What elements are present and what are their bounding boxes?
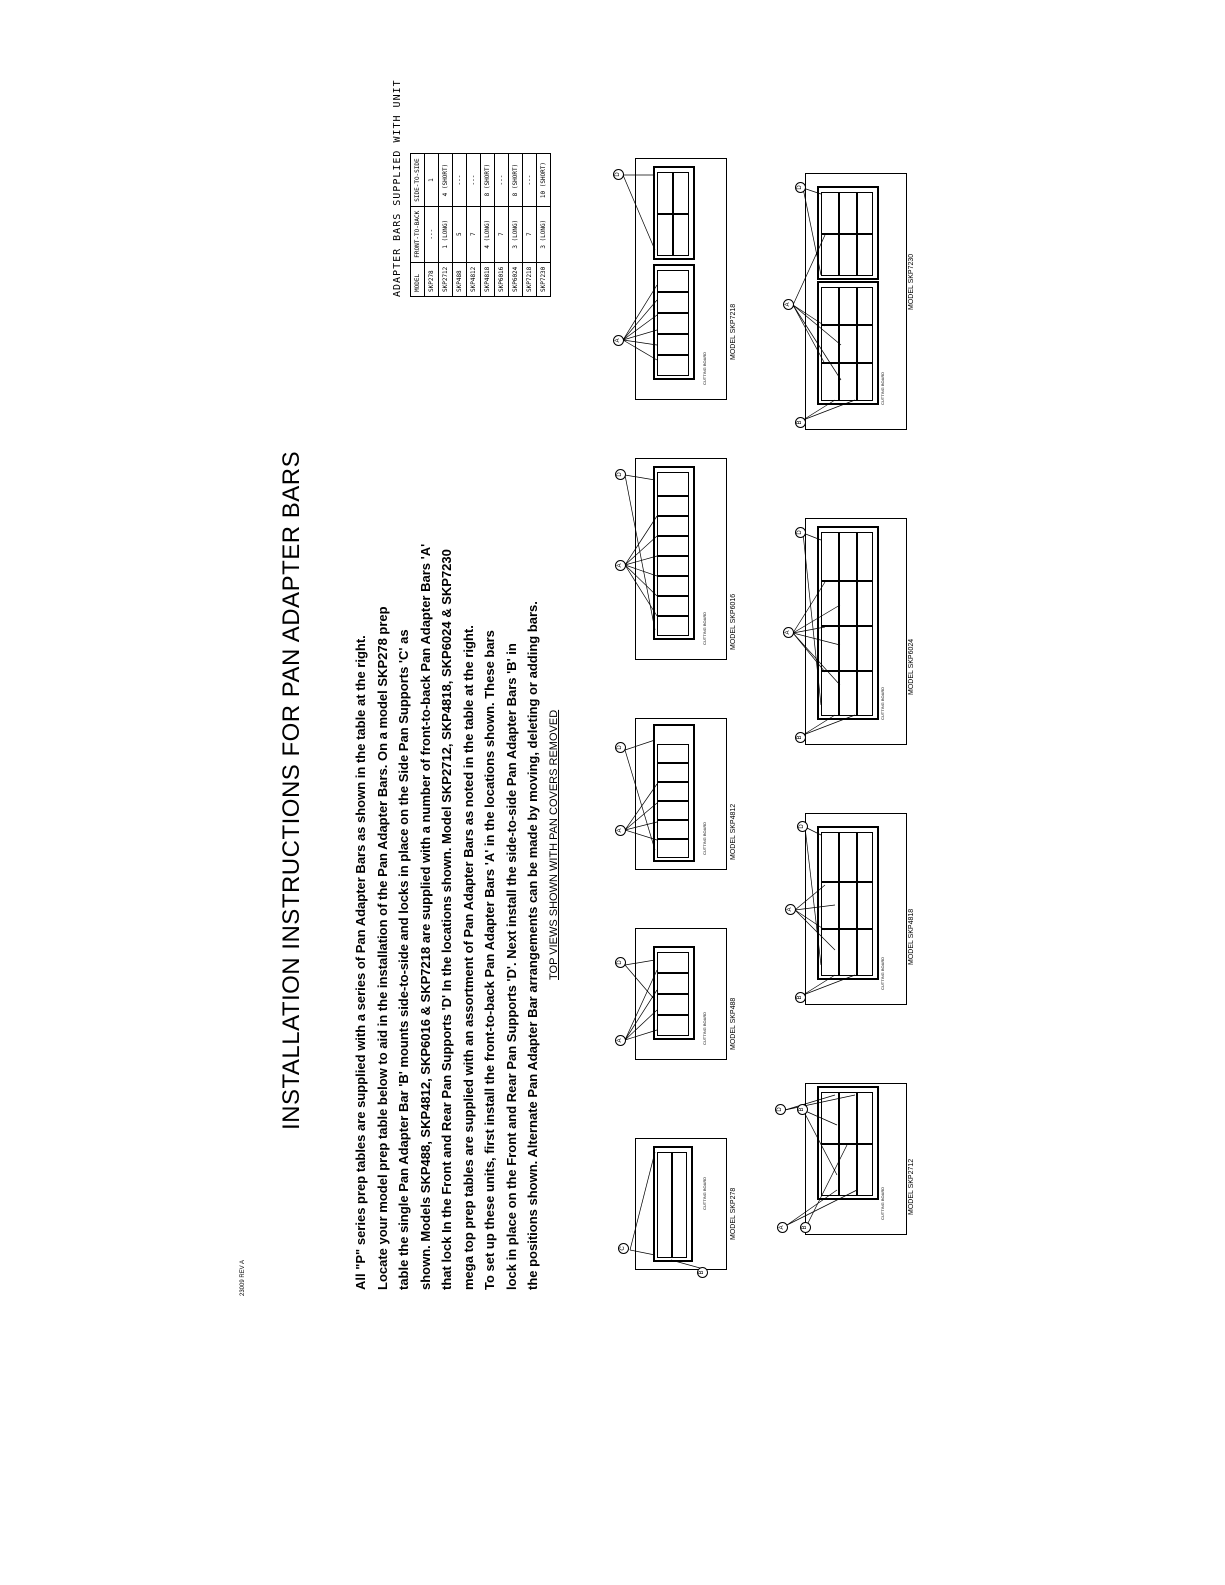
model-label: MODEL SKP7230	[908, 253, 915, 310]
callout-b: B	[697, 1267, 708, 1278]
figure-skp7230	[775, 175, 915, 430]
instruction-line: that lock In the Front and Rear Pan Supports 'D' In the locations shown. Model SKP2712, SKP4818, SKP6024 & SKP7230	[439, 549, 454, 1290]
cutting-board-label: CUTTING BOARD	[880, 371, 885, 405]
table-header-row	[411, 154, 425, 297]
figure-skp488	[605, 930, 735, 1060]
cutting-board-label: CUTTING BOARD	[702, 611, 707, 645]
model-label: MODEL SKP278	[730, 1187, 737, 1240]
table-row	[453, 154, 467, 297]
model-label: MODEL SKP6024	[908, 638, 915, 695]
table-cell: 4 (LONG)	[481, 206, 495, 262]
callout-leaders	[775, 520, 915, 745]
table-cell: SKP4812	[467, 262, 481, 296]
callout-leaders	[605, 160, 735, 400]
cutting-board-label: CUTTING BOARD	[880, 686, 885, 720]
adapter-bars-table	[410, 153, 551, 297]
instruction-line: All "P" series prep tables are supplied with a series of Pan Adapter Bars as shown in the table at the right.	[353, 635, 368, 1290]
figure-skp7218	[605, 160, 735, 400]
cutting-board-label: CUTTING BOARD	[702, 821, 707, 855]
table-cell: SKP6016	[495, 262, 509, 296]
cutting-board-label: CUTTING BOARD	[702, 1011, 707, 1045]
callout-b: B	[795, 417, 806, 428]
table-row	[481, 154, 495, 297]
callout-d: D	[613, 169, 624, 180]
callout-a: A	[783, 627, 794, 638]
table-cell: ---	[495, 154, 509, 206]
table-cell: 1 (LONG)	[439, 206, 453, 262]
callout-leaders	[775, 175, 915, 430]
table-cell: 3 (LONG)	[537, 206, 551, 262]
callout-leaders	[605, 720, 735, 870]
table-row	[509, 154, 523, 297]
table-cell: SKP7218	[523, 262, 537, 296]
callout-d: D	[795, 527, 806, 538]
revision-number: 23009 REV A	[240, 1259, 246, 1296]
table-header-cell: FRONT-TO-BACK	[411, 206, 425, 262]
table-cell: 4 (SHORT)	[439, 154, 453, 206]
table-cell: SKP6024	[509, 262, 523, 296]
table-cell: 8 (SHORT)	[481, 154, 495, 206]
table-row	[467, 154, 481, 297]
figure-skp278	[605, 1140, 737, 1275]
model-label: MODEL SKP7218	[730, 303, 737, 360]
table-cell: 3 (LONG)	[509, 206, 523, 262]
callout-d: D	[615, 742, 626, 753]
figure-skp4812	[605, 720, 735, 870]
instruction-line: lock in place on the Front and Rear Pan Supports 'D'. Next install the side-to-side Pan Adapter Bars 'B' in	[503, 643, 519, 1290]
callout-a: A	[615, 1035, 626, 1046]
callout-d: D	[795, 182, 806, 193]
cutting-board-label: CUTTING BOARD	[880, 1186, 885, 1220]
table-cell: SKP4818	[481, 262, 495, 296]
figure-skp6016	[605, 460, 735, 660]
callout-a: A	[785, 904, 796, 915]
callout-a: A	[777, 1222, 788, 1233]
table-cell: ---	[467, 154, 481, 206]
table-cell: SKP7230	[537, 262, 551, 296]
model-label: MODEL SKP2712	[908, 1158, 915, 1215]
callout-a: A	[615, 560, 626, 571]
model-label: MODEL SKP488	[730, 997, 737, 1050]
table-row	[523, 154, 537, 297]
callout-b: B	[797, 1104, 808, 1115]
table-cell: 5	[453, 206, 467, 262]
table-cell: 7	[495, 206, 509, 262]
callout-leaders	[605, 460, 735, 660]
callout-d: D	[797, 821, 808, 832]
table-cell: 7	[523, 206, 537, 262]
page-title: INSTALLATION INSTRUCTIONS FOR PAN ADAPTER BARS	[278, 450, 305, 1130]
table-header-cell: MODEL	[411, 262, 425, 296]
instruction-line: To set up these units, first install the front-to-back Pan Adapter Bars 'A' in the locations shown. These bars	[482, 630, 497, 1290]
instruction-line: mega top prep tables are supplied with an assortment of Pan Adapter Bars as noted in the table at the right.	[460, 625, 476, 1290]
table-cell: SKP2712	[439, 262, 453, 296]
model-label: MODEL SKP4812	[730, 803, 737, 860]
table-header-cell: SIDE-TO-SIDE	[411, 154, 425, 206]
table-cell: 7	[467, 206, 481, 262]
table-title: ADAPTER BARS SUPPLIED WITH UNIT	[392, 79, 403, 297]
table-row	[495, 154, 509, 297]
callout-d: D	[615, 957, 626, 968]
table-cell: ---	[425, 206, 439, 262]
model-label: MODEL SKP4818	[908, 908, 915, 965]
rotated-sheet	[0, 79, 915, 1360]
callout-b: B	[795, 732, 806, 743]
callout-a: A	[615, 825, 626, 836]
table-cell: SKP278	[425, 262, 439, 296]
instruction-line: Locate your model prep table below to aid in the installation of the Pan Adapter Bars. On a model SKP278 prep	[374, 606, 390, 1290]
figure-skp4818	[775, 815, 915, 1005]
callout-b: B	[795, 992, 806, 1003]
callout-a: A	[783, 299, 794, 310]
table-row	[425, 154, 439, 297]
cutting-board-label: CUTTING BOARD	[702, 351, 707, 385]
figure-skp2712	[775, 1085, 915, 1235]
callout-c: C	[618, 1243, 629, 1254]
callout-leaders	[775, 1085, 915, 1235]
table-cell: 8 (SHORT)	[509, 154, 523, 206]
instruction-line: table the single Pan Adapter Bar 'B' mounts side-to-side and locks in place on the Side Pan Supports 'C' as	[396, 629, 411, 1290]
callout-leaders	[775, 815, 915, 1005]
callout-a: A	[613, 335, 624, 346]
figures-caption: TOP VIEWS SHOWN WITH PAN COVERS REMOVED	[548, 709, 560, 980]
table-cell: 1	[425, 154, 439, 206]
cutting-board-label: CUTTING BOARD	[702, 1176, 707, 1210]
instruction-line: the positions shown. Alternate Pan Adapter Bar arrangements can be made by moving, deleting or adding bars.	[525, 601, 540, 1290]
instruction-line: shown. Models SKP488, SKP4812, SKP6016 & SKP7218 are supplied with a number of front-to-back Pan Adapter Bars 'A'	[417, 543, 433, 1290]
table-cell: SKP488	[453, 262, 467, 296]
instructions-text	[350, 280, 544, 1290]
model-label: MODEL SKP6016	[730, 593, 737, 650]
figure-skp6024	[775, 520, 915, 745]
callout-d: D	[775, 1104, 786, 1115]
callout-d: D	[615, 469, 626, 480]
table-cell: ---	[453, 154, 467, 206]
table-cell: 10 (SHORT)	[537, 154, 551, 206]
table-cell: ---	[523, 154, 537, 206]
table-row	[439, 154, 453, 297]
table-row	[537, 154, 551, 297]
cutting-board-label: CUTTING BOARD	[880, 956, 885, 990]
callout-b: B	[800, 1222, 811, 1233]
